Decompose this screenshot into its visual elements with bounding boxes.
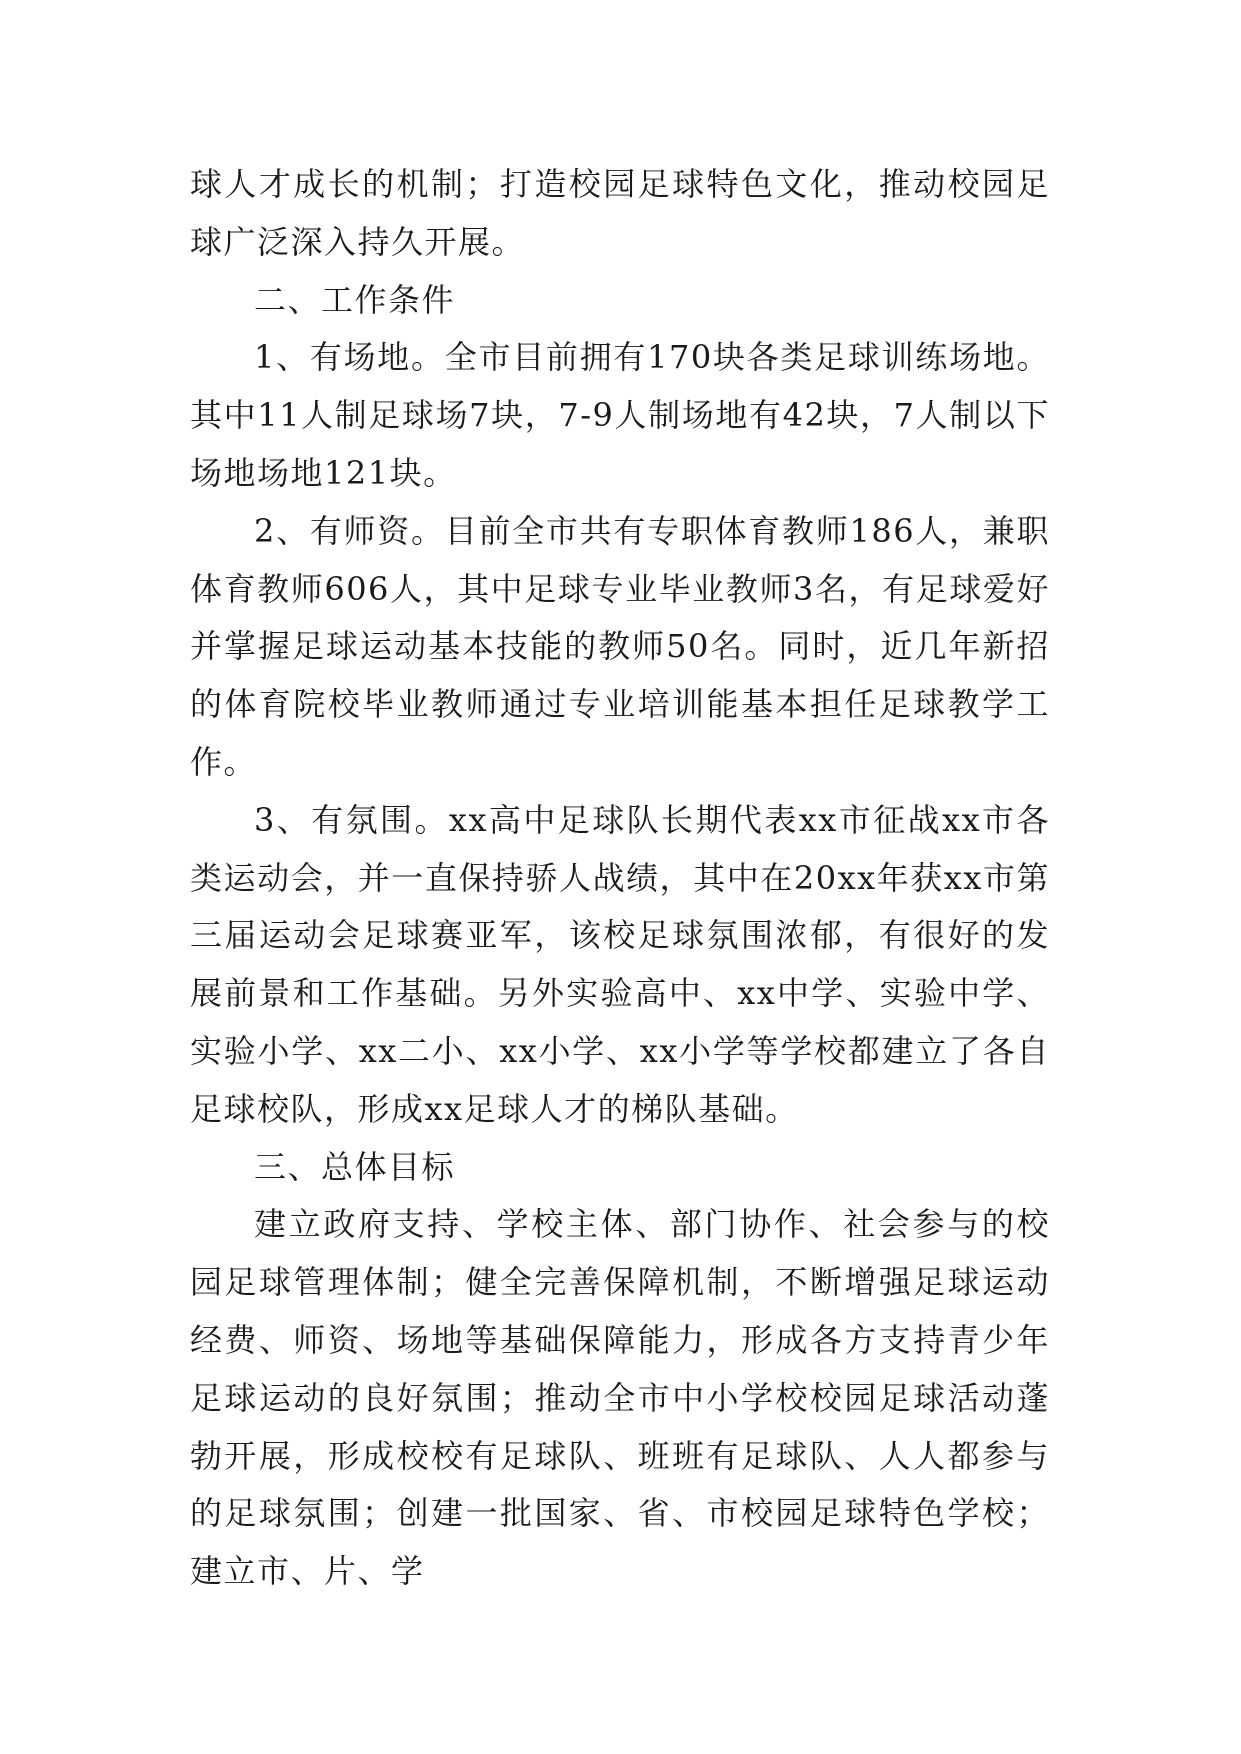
section-heading-work-conditions: 二、工作条件	[254, 280, 456, 319]
paragraph-teachers: 2、有师资。目前全市共有专职体育教师186人，兼职体育教师606人，其中足球专业毕业教师3名，有足球爱好并掌握足球运动基本技能的教师50名。同时，近几年新招的体育院校毕业教师通过专业培训能基本担任足球教学工作。	[190, 511, 1050, 781]
section-heading-overall-goals: 三、总体目标	[254, 1147, 456, 1186]
paragraph-goals: 建立政府支持、学校主体、部门协作、社会参与的校园足球管理体制；健全完善保障机制，不断增强足球运动经费、师资、场地等基础保障能力，形成各方支持青少年足球运动的良好氛围；推动全市中小学校校园足球活动蓬勃开展，形成校校有足球队、班班有足球队、人人都参与的足球氛围；创建一批国家、省、市校园足球特色学校；建立市、片、学	[190, 1205, 1050, 1591]
paragraph-continuation: 球人才成长的机制；打造校园足球特色文化，推动校园足球广泛深入持久开展。	[190, 165, 1050, 261]
document-body	[190, 156, 1050, 1601]
paragraph-venues: 1、有场地。全市目前拥有170块各类足球训练场地。其中11人制足球场7块，7-9人制场地有42块，7人制以下场地场地121块。	[190, 338, 1050, 492]
paragraph-atmosphere: 3、有氛围。xx高中足球队长期代表xx市征战xx市各类运动会，并一直保持骄人战绩，其中在20xx年获xx市第三届运动会足球赛亚军，该校足球氛围浓郁，有很好的发展前景和工作基础。另外实验高中、xx中学、实验中学、实验小学、xx二小、xx小学、xx小学等学校都建立了各自足球校队，形成xx足球人才的梯队基础。	[190, 800, 1050, 1128]
